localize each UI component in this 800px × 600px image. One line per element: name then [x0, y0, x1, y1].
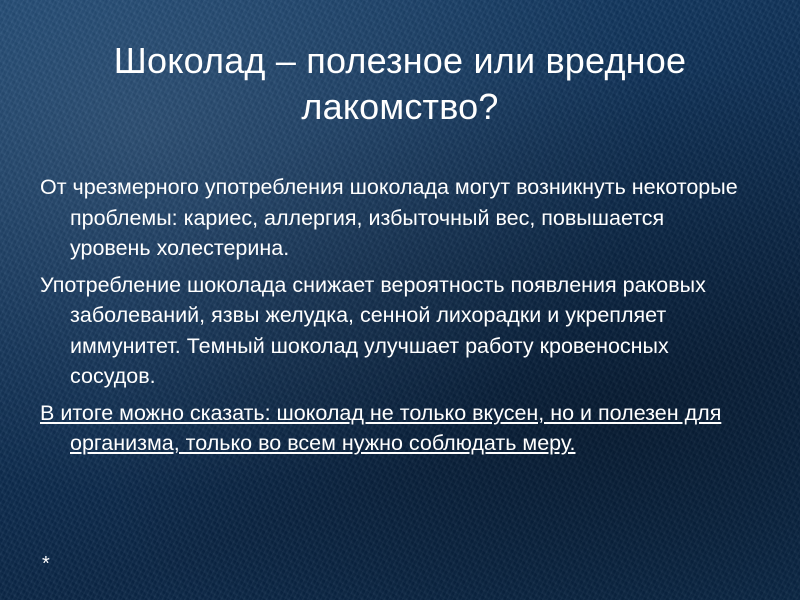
body-paragraph-1: От чрезмерного употребления шоколада могут возникнуть некоторые проблемы: кариес, аллергия, избыточный вес, повышается уровень холестерина.	[40, 175, 738, 261]
body-paragraph-2: Употребление шоколада снижает вероятность появления раковых заболеваний, язвы желудка, сенной лихорадки и укрепляет иммунитет. Темный шоколад улучшает работу кровеносных сосудов.	[40, 272, 706, 389]
slide-body	[34, 172, 748, 460]
footer-asterisk: *	[42, 553, 50, 575]
page-title: Шоколад – полезное или вредное лакомство?	[113, 40, 687, 128]
body-paragraph-3: В итоге можно сказать: шоколад не только вкусен, но и полезен для организма, только во всем нужно соблюдать меру.	[40, 400, 722, 456]
